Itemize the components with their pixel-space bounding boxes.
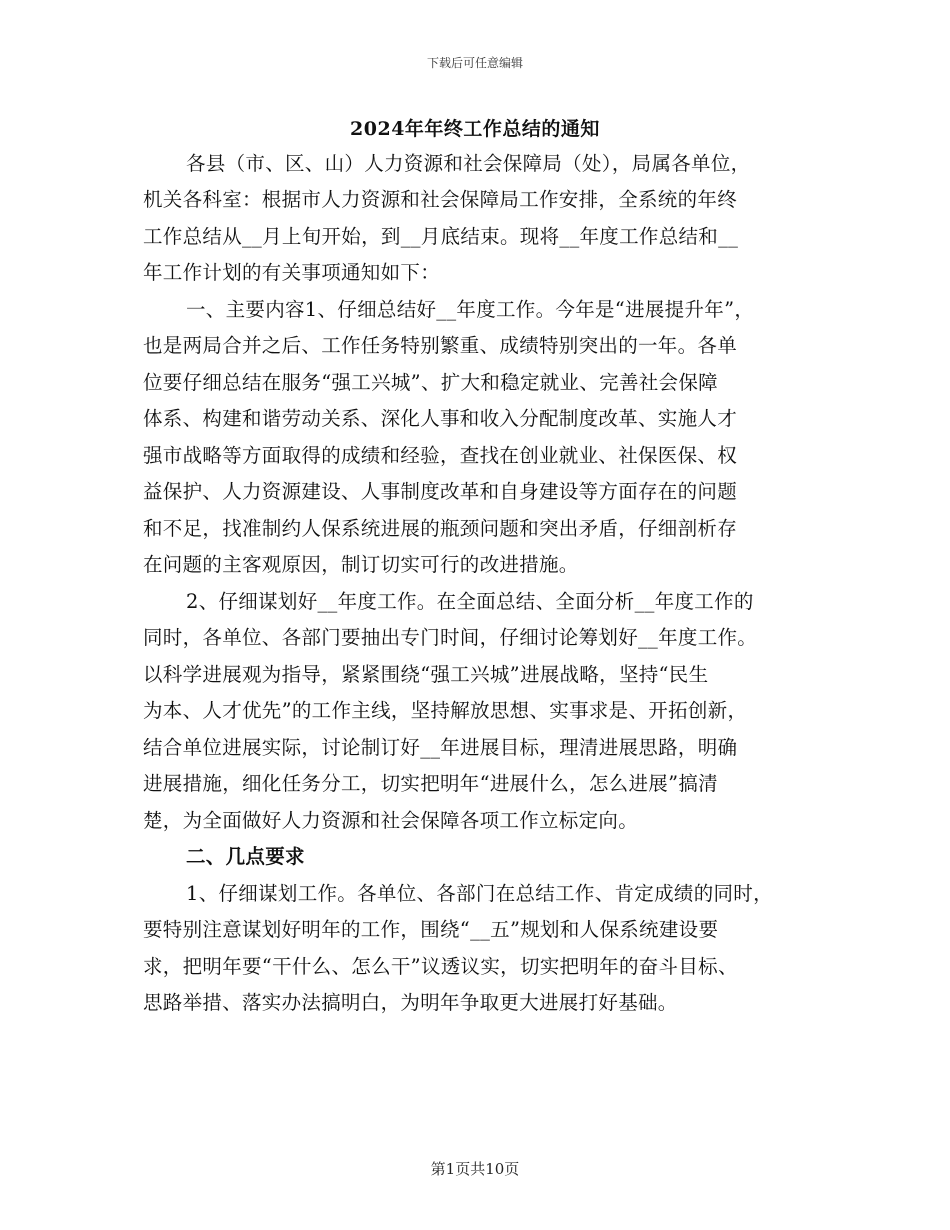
body-line: 工作总结从__月上旬开始，到__月底结束。现将__年度工作总结和__ [143,225,739,248]
body-line: 各县（市、区、山）人力资源和社会保障局（处），局属各单位， [186,152,751,175]
body-line: 体系、构建和谐劳动关系、深化人事和收入分配制度改革、实施人才 [143,407,738,430]
body-line: 思路举措、落实办法搞明白，为明年争取更大进展打好基础。 [143,991,678,1014]
body-line: 要特别注意谋划好明年的工作，围绕“__五”规划和人保系统建设要 [143,918,719,941]
body-line: 以科学进展观为指导，紧紧围绕“强工兴城”进展战略，坚持“民生 [143,663,709,686]
body-line: 同时，各单位、各部门要抽出专门时间，仔细讨论筹划好__年度工作。 [143,626,758,649]
section-heading: 二、几点要求 [186,845,305,868]
body-line: 为本、人才优先”的工作主线，坚持解放思想、实事求是、开拓创新， [143,699,748,722]
body-line: 强市战略等方面取得的成绩和经验，查找在创业就业、社保医保、权 [143,444,738,467]
body-line: 结合单位进展实际，讨论制订好__年进展目标，理清进展思路，明确 [143,736,738,759]
body-line: 在问题的主客观原因，制订切实可行的改进措施。 [143,553,579,576]
body-line: 进展措施，细化任务分工，切实把明年“进展什么，怎么进展”搞清 [143,772,718,795]
body-line: 机关各科室：根据市人力资源和社会保障局工作安排，全系统的年终 [143,188,738,211]
document-title: 2024年年终工作总结的通知 [350,118,600,140]
body-line: 也是两局合并之后、工作任务特别繁重、成绩特别突出的一年。各单 [143,334,738,357]
body-line: 位要仔细总结在服务“强工兴城”、扩大和稳定就业、完善社会保障 [143,371,718,394]
body-line: 1、仔细谋划工作。各单位、各部门在总结工作、肯定成绩的同时， [186,882,773,905]
body-line: 一、主要内容1、仔细总结好__年度工作。今年是“进展提升年”， [186,298,755,321]
body-line: 求，把明年要“干什么、怎么干”议透议实，切实把明年的奋斗目标、 [143,955,738,978]
header-note: 下载后可任意编辑 [426,56,523,70]
body-line: 益保护、人力资源建设、人事制度改革和自身建设等方面存在的问题 [143,480,738,503]
body-line: 楚，为全面做好人力资源和社会保障各项工作立标定向。 [143,809,639,832]
page-footer: 第1页共10页 [430,1160,520,1178]
body-line: 和不足，找准制约人保系统进展的瓶颈问题和突出矛盾，仔细剖析存 [143,517,738,540]
body-line: 年工作计划的有关事项通知如下： [143,261,441,284]
body-line: 2、仔细谋划好__年度工作。在全面总结、全面分析__年度工作的 [186,590,754,613]
